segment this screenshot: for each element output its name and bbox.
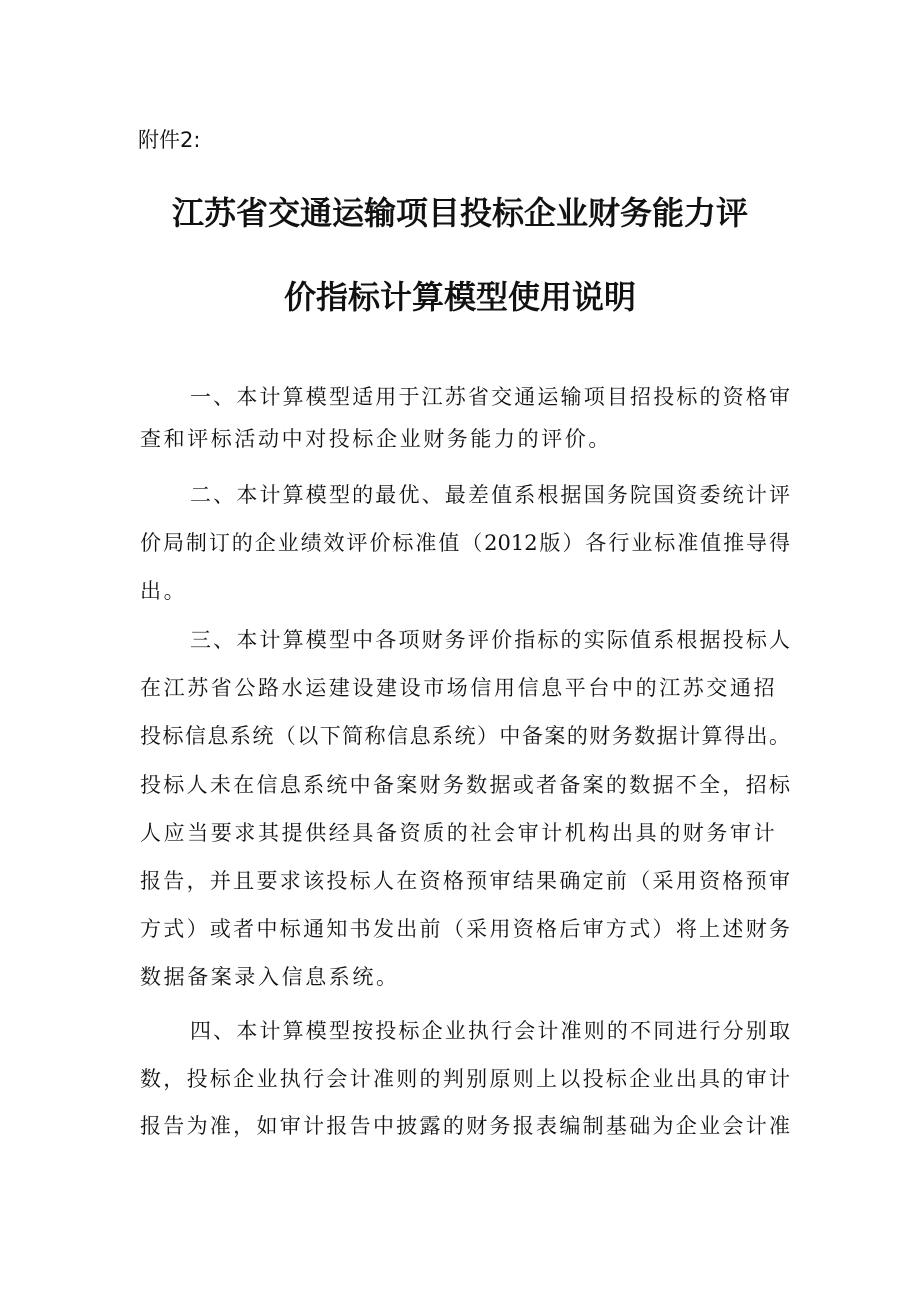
paragraph-4-line-3: 报告为准，如审计报告中披露的财务报表编制基础为企业会计准 bbox=[140, 1114, 790, 1138]
paragraph-2-line-3: 出。 bbox=[140, 579, 188, 603]
paragraph-2-line-1: 二、本计算模型的最优、最差值系根据国务院国资委统计评 bbox=[190, 483, 790, 507]
paragraph-3-line-3: 投标信息系统（以下简称信息系统）中备案的财务数据计算得出。 bbox=[140, 724, 790, 748]
paragraph-3-line-6: 报告，并且要求该投标人在资格预审结果确定前（采用资格预审 bbox=[140, 869, 790, 893]
paragraph-2-line-2: 价局制订的企业绩效评价标准值（2012版）各行业标准值推导得 bbox=[140, 531, 790, 555]
paragraph-3-line-1: 三、本计算模型中各项财务评价指标的实际值系根据投标人 bbox=[190, 628, 790, 652]
paragraph-1-line-1: 一、本计算模型适用于江苏省交通运输项目招投标的资格审 bbox=[190, 385, 790, 409]
paragraph-3-line-5: 人应当要求其提供经具备资质的社会审计机构出具的财务审计 bbox=[140, 821, 778, 845]
paragraph-4-line-1: 四、本计算模型按投标企业执行会计准则的不同进行分别取 bbox=[190, 1019, 790, 1043]
paragraph-1-line-2: 查和评标活动中对投标企业财务能力的评价。 bbox=[140, 427, 612, 451]
paragraph-3-line-4: 投标人未在信息系统中备案财务数据或者备案的数据不全，招标 bbox=[140, 773, 790, 797]
document-title-line-2: 价指标计算模型使用说明 bbox=[283, 278, 636, 316]
paragraph-3-line-7: 方式）或者中标通知书发出前（采用资格后审方式）将上述财务 bbox=[140, 917, 790, 941]
paragraph-4-line-2: 数，投标企业执行会计准则的判别原则上以投标企业出具的审计 bbox=[140, 1067, 790, 1091]
paragraph-3-line-8: 数据备案录入信息系统。 bbox=[140, 965, 400, 989]
paragraph-3-line-2: 在江苏省公路水运建设建设市场信用信息平台中的江苏交通招 bbox=[140, 676, 778, 700]
attachment-label: 附件2: bbox=[138, 128, 201, 152]
document-title-line-1: 江苏省交通运输项目投标企业财务能力评 bbox=[171, 194, 748, 232]
